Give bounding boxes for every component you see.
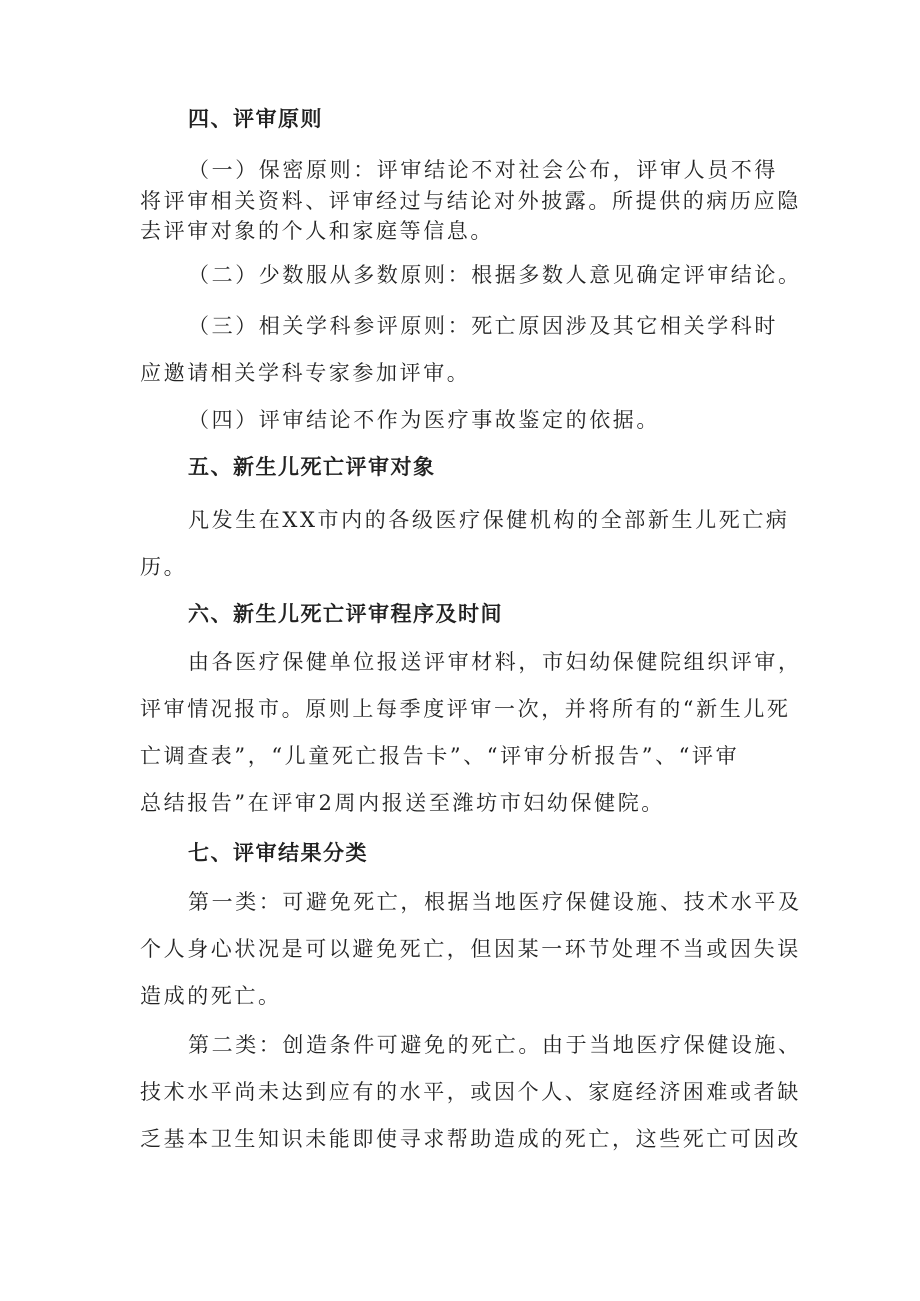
paragraph-line: 第二类：创造条件可避免的死亡。由于当地医疗保健设施、 — [188, 1033, 802, 1057]
heading-section-5: 五、新生儿死亡评审对象 — [188, 455, 436, 479]
heading-section-6: 六、新生儿死亡评审程序及时间 — [188, 602, 503, 626]
paragraph-line: 将评审相关资料、评审经过与结论对外披露。所提供的病历应隐 — [140, 189, 801, 213]
paragraph-line: （三）相关学科参评原则：死亡原因涉及其它相关学科时 — [188, 314, 778, 338]
paragraph-line: 第一类：可避免死亡，根据当地医疗保健设施、技术水平及 — [188, 890, 802, 914]
paragraph-line: 凡发生在XX市内的各级医疗保健机构的全部新生儿死亡病 — [188, 508, 790, 532]
paragraph-line: 亡调查表”，“儿童死亡报告卡”、“评审分析报告”、“评审 — [140, 744, 740, 768]
heading-section-7: 七、评审结果分类 — [188, 841, 368, 865]
paragraph-line: 总结报告”在评审2周内报送至潍坊市妇幼保健院。 — [140, 791, 665, 815]
paragraph-line: （一）保密原则：评审结论不对社会公布，评审人员不得 — [188, 158, 778, 182]
paragraph-line: 评审情况报市。原则上每季度评审一次，并将所有的“新生儿死 — [140, 697, 791, 721]
paragraph-line: 历。 — [140, 555, 188, 579]
paragraph-line: （四）评审结论不作为医疗事故鉴定的依据。 — [188, 408, 660, 432]
heading-section-4: 四、评审原则 — [188, 107, 323, 131]
paragraph-line: （二）少数服从多数原则：根据多数人意见确定评审结论。 — [188, 263, 802, 287]
paragraph-line: 个人身心状况是可以避免死亡，但因某一环节处理不当或因失误 — [140, 937, 801, 961]
paragraph-line: 技术水平尚未达到应有的水平，或因个人、家庭经济困难或者缺 — [140, 1080, 801, 1104]
paragraph-line: 由各医疗保健单位报送评审材料，市妇幼保健院组织评审， — [188, 650, 802, 674]
paragraph-line: 造成的死亡。 — [140, 984, 282, 1008]
paragraph-line: 乏基本卫生知识未能即使寻求帮助造成的死亡，这些死亡可因改 — [140, 1127, 801, 1151]
paragraph-line: 应邀请相关学科专家参加评审。 — [140, 361, 471, 385]
paragraph-line: 去评审对象的个人和家庭等信息。 — [140, 219, 494, 243]
